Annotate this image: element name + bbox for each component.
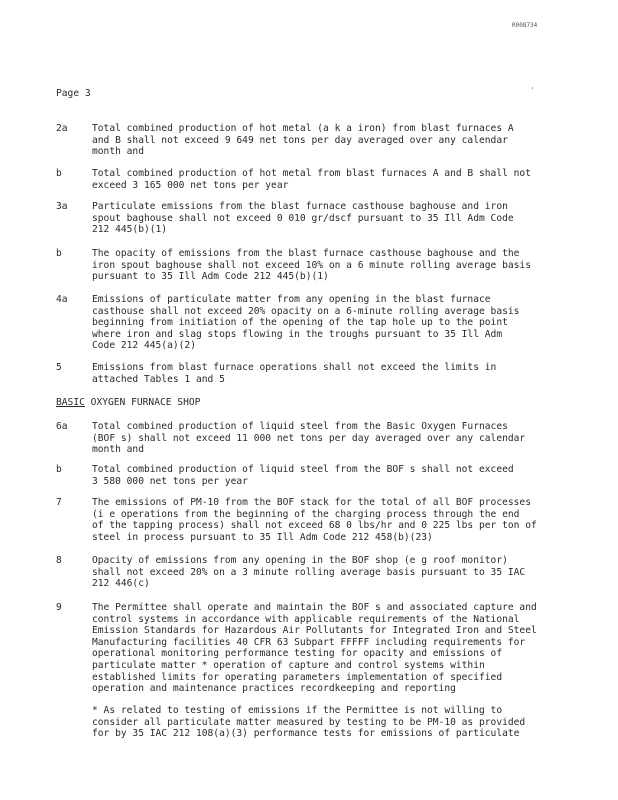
section-heading (56, 397, 200, 408)
page-label: Page 3 (56, 88, 91, 99)
heading-underlined: BASIC (56, 397, 85, 408)
section-text: Total combined production of hot metal (a k a iron) from blast furnaces A and B shall not exceed 9 649 net tons per day averaged over any calendar month and (92, 123, 514, 158)
section-3b (56, 248, 576, 283)
section-text: Emissions from blast furnace operations shall not exceed the limits in attached Tables 1 and 5 (92, 362, 497, 385)
section-text: Particulate emissions from the blast furnace casthouse baghouse and iron spout baghouse shall not exceed 0 010 gr/dscf pursuant to 35 Ill Adm Code 212 445(b)(1) (92, 201, 514, 236)
section-6b (56, 464, 576, 487)
section-number: 5 (56, 362, 62, 373)
section-number: 8 (56, 555, 62, 566)
section-text: Total combined production of hot metal from blast furnaces A and B shall not exceed 3 165 000 net tons per year (92, 168, 531, 191)
section-2b (56, 168, 576, 191)
section-number: 3a (56, 201, 68, 212)
corner-mark: ' (530, 86, 535, 95)
section-number: 2a (56, 123, 68, 134)
section-number: b (56, 464, 62, 475)
section-text: The emissions of PM-10 from the BOF stack for the total of all BOF processes (i e operations from the beginning of the charging process through the end of the tapping process) shall not exceed 68 0 lbs/hr and 0 225 lbs per ton of steel in process pursuant to 35 Ill Adm Code 212 458(b)(23) (92, 497, 537, 543)
section-number: 7 (56, 497, 62, 508)
section-text: The opacity of emissions from the blast furnace casthouse baghouse and the iron spout baghouse shall not exceed 10% on a 6 minute rolling average basis pursuant to 35 Ill Adm Code 212 445(b)(1) (92, 248, 531, 283)
section-text: Emissions of particulate matter from any opening in the blast furnace casthouse shall not exceed 20% opacity on a 6-minute rolling average basis beginning from initiation of the opening of the tap hole up to the point where iron and slag stops flowing in the troughs pursuant to 35 Ill Adm Code 212 445(a)(2) (92, 294, 520, 352)
section-number: 6a (56, 421, 68, 432)
document-id: R008734 (512, 22, 538, 29)
heading-rest: OXYGEN FURNACE SHOP (84, 397, 201, 408)
section-text: * As related to testing of emissions if the Permittee is not willing to consider all particulate matter measured by testing to be PM-10 as provided for by 35 IAC 212 108(a)(3) performance tests for emissions of particulate (92, 705, 526, 740)
section-7 (56, 497, 576, 543)
section-number: b (56, 248, 62, 259)
section-8 (56, 555, 576, 590)
section-text: The Permittee shall operate and maintain the BOF s and associated capture and control systems in accordance with applicable requirements of the National Emission Standards for Hazardous Air Pollutants for Integrated Iron and Steel Manufacturing facilities 40 CFR 63 Subpart FFFFF including requirements for operational monitoring performance testing for opacity and emissions of particulate matter * operation of capture and control systems within established limits for operating parameters implementation of specified operation and maintenance practices recordkeeping and reporting (92, 602, 537, 695)
section-3a (56, 201, 576, 236)
section-text: Opacity of emissions from any opening in the BOF shop (e g roof monitor) shall not exceed 20% on a 3 minute rolling average basis pursuant to 35 IAC 212 446(c) (92, 555, 526, 590)
section-2a (56, 123, 576, 158)
section-number: b (56, 168, 62, 179)
section-6a (56, 421, 576, 456)
section-number: 9 (56, 602, 62, 613)
section-text: Total combined production of liquid steel from the Basic Oxygen Furnaces (BOF s) shall not exceed 11 000 net tons per day averaged over any calendar month and (92, 421, 526, 456)
section-5 (56, 362, 576, 385)
section-number: 4a (56, 294, 68, 305)
section-9-footnote (56, 705, 576, 740)
section-9 (56, 602, 576, 695)
section-4a (56, 294, 576, 352)
section-text: Total combined production of liquid steel from the BOF s shall not exceed 3 580 000 net tons per year (92, 464, 514, 487)
